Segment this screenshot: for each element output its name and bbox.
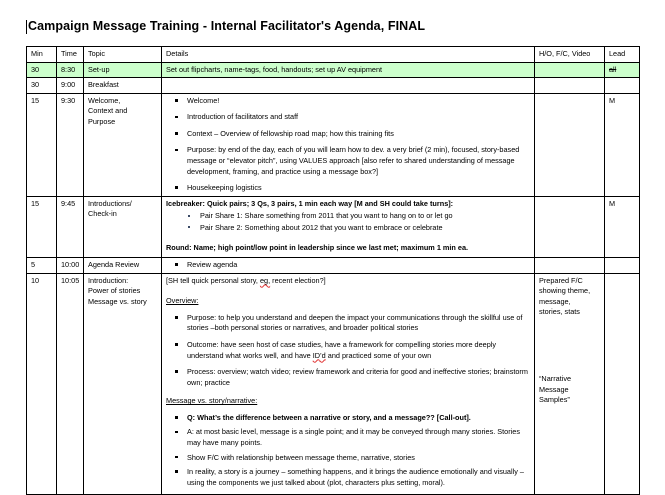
cell-materials [535, 196, 605, 257]
intro-note-post: recent election?] [270, 275, 326, 285]
spellcheck-error-word: eg, [259, 275, 271, 285]
table-row [27, 196, 640, 257]
cell-details [162, 196, 535, 257]
cell-time: 9:45 [57, 196, 84, 257]
topic-line: Purpose [88, 116, 116, 126]
cell-min: 15 [27, 196, 57, 257]
table-row [27, 273, 640, 495]
message-vs-story-heading: Message vs. story/narrative: [166, 396, 258, 406]
cell-min: 5 [27, 258, 57, 274]
cell-details [162, 273, 535, 495]
round-line: Round: Name; high point/low point in leadership since we last met; maximum 1 min ea. [166, 242, 469, 252]
cell-topic: Set-up [84, 62, 162, 78]
topic-line: Welcome, [88, 95, 121, 105]
cell-details [162, 258, 535, 274]
list-item: Purpose: to help you understand and deepen the impact your communications through the skillful use of stories –both personal stories or narratives, and broader political stories [166, 313, 531, 334]
cell-topic [84, 196, 162, 257]
cell-details: Set out flipcharts, name-tags, food, handouts; set up AV equipment [162, 62, 535, 78]
page-title [26, 19, 425, 34]
list-item: Pair Share 2: Something about 2012 that you want to embrace or celebrate [166, 223, 531, 234]
overview-heading: Overview: [166, 296, 199, 306]
list-item: Outcome: have seen host of case studies, have a framework for compelling stories more deeply understand what works well, and have ID’d and practiced some of your own [166, 340, 531, 361]
cell-time: 9:00 [57, 78, 84, 94]
cell-min: 15 [27, 93, 57, 196]
lead-value-struck: all [609, 64, 617, 74]
cell-materials [535, 273, 605, 495]
materials-line: message, [539, 296, 571, 306]
cell-lead: M [605, 93, 640, 196]
column-header-materials: H/O, F/C, Video [535, 47, 605, 63]
topic-line: Context and [88, 106, 128, 116]
list-item: Q: What’s the difference between a narrative or story, and a message?? [Call-out]. [166, 413, 531, 424]
materials-line: Message [539, 384, 569, 394]
list-item: Process: overview; watch video; review framework and criteria for good and ineffective stories; brainstorm own; practice [166, 367, 531, 388]
table-row [27, 62, 640, 78]
cell-time: 10:05 [57, 273, 84, 495]
cell-details [162, 78, 535, 94]
list-item: Purpose: by end of the day, each of you will learn how to dev. a very brief (2 min), focused, story-based message or “elevator pitch”, using VALUES approach [also refer to shared understanding of message development, framing, and practice using a message box?] [166, 145, 531, 177]
intro-note-pre: [SH tell quick personal story, [166, 275, 260, 285]
topic-line: Introduction: [88, 275, 129, 285]
topic-line: Introductions/ [88, 198, 132, 208]
cell-lead: M [605, 196, 640, 257]
list-item: Show F/C with relationship between message theme, narrative, stories [166, 453, 531, 464]
cell-topic [84, 93, 162, 196]
cell-min: 30 [27, 62, 57, 78]
cell-topic: Agenda Review [84, 258, 162, 274]
list-item: Pair Share 1: Share something from 2011 that you want to hang on to or let go [166, 211, 531, 222]
materials-line: “Narrative [539, 373, 572, 383]
topic-line: Message vs. story [88, 296, 147, 306]
cell-min: 30 [27, 78, 57, 94]
cell-lead [605, 62, 640, 78]
cell-topic [84, 273, 162, 495]
spellcheck-error-word: ID’d [312, 350, 326, 360]
paragraph-spacer [166, 288, 531, 296]
list-item: Context – Overview of fellowship road map; how this training fits [166, 129, 531, 140]
cell-lead [605, 78, 640, 94]
intro-note-line [166, 276, 531, 287]
cell-min: 10 [27, 273, 57, 495]
table-row [27, 258, 640, 274]
icebreaker-lead-line: Icebreaker: Quick pairs; 3 Qs, 3 pairs, 1 min each way [M and SH could take turns]: [166, 198, 454, 208]
cell-details [162, 93, 535, 196]
table-header-row [27, 47, 640, 63]
cell-time: 9:30 [57, 93, 84, 196]
list-item: In reality, a story is a journey – something happens, and it brings the audience emotionally and visually – using the components we just talked about (plot, characters plus setting, moral). [166, 467, 531, 488]
materials-line: Samples” [539, 395, 570, 405]
cell-time: 10:00 [57, 258, 84, 274]
column-header-time: Time [57, 47, 84, 63]
cell-materials [535, 258, 605, 274]
list-item: Housekeeping logistics [166, 183, 531, 194]
list-item: Introduction of facilitators and staff [166, 112, 531, 123]
table-row [27, 78, 640, 94]
cell-lead [605, 273, 640, 495]
materials-line: Prepared F/C [539, 275, 583, 285]
materials-top-block [539, 276, 601, 318]
details-bullet-list [166, 260, 531, 271]
column-header-details: Details [162, 47, 535, 63]
details-bullet-list [166, 96, 531, 194]
materials-bottom-block [539, 374, 601, 406]
materials-line: showing theme, [539, 286, 591, 296]
cell-materials [535, 93, 605, 196]
cell-materials [535, 62, 605, 78]
cell-materials [535, 78, 605, 94]
cell-topic: Breakfast [84, 78, 162, 94]
materials-line: stories, stats [539, 307, 580, 317]
list-item: Review agenda [166, 260, 531, 271]
paragraph-spacer [166, 388, 531, 396]
list-item: A: at most basic level, message is a single point; and it may be conveyed through many stories. Stories may have many points. [166, 427, 531, 448]
cell-lead [605, 258, 640, 274]
table-row [27, 93, 640, 196]
list-item: Welcome! [166, 96, 531, 107]
text-cursor [26, 20, 27, 34]
topic-line: Check-in [88, 209, 117, 219]
pair-share-list [166, 211, 531, 233]
topic-line: Power of stories [88, 286, 141, 296]
paragraph-spacer [166, 235, 531, 243]
cell-time: 8:30 [57, 62, 84, 78]
document-title-text: Campaign Message Training - Internal Facilitator's Agenda, FINAL [28, 19, 426, 33]
message-bullet-list [166, 413, 531, 488]
overview-bullet-list [166, 313, 531, 388]
column-header-min: Min [27, 47, 57, 63]
column-header-lead: Lead [605, 47, 640, 63]
column-header-topic: Topic [84, 47, 162, 63]
agenda-table [26, 46, 640, 495]
materials-spacer [539, 318, 601, 374]
